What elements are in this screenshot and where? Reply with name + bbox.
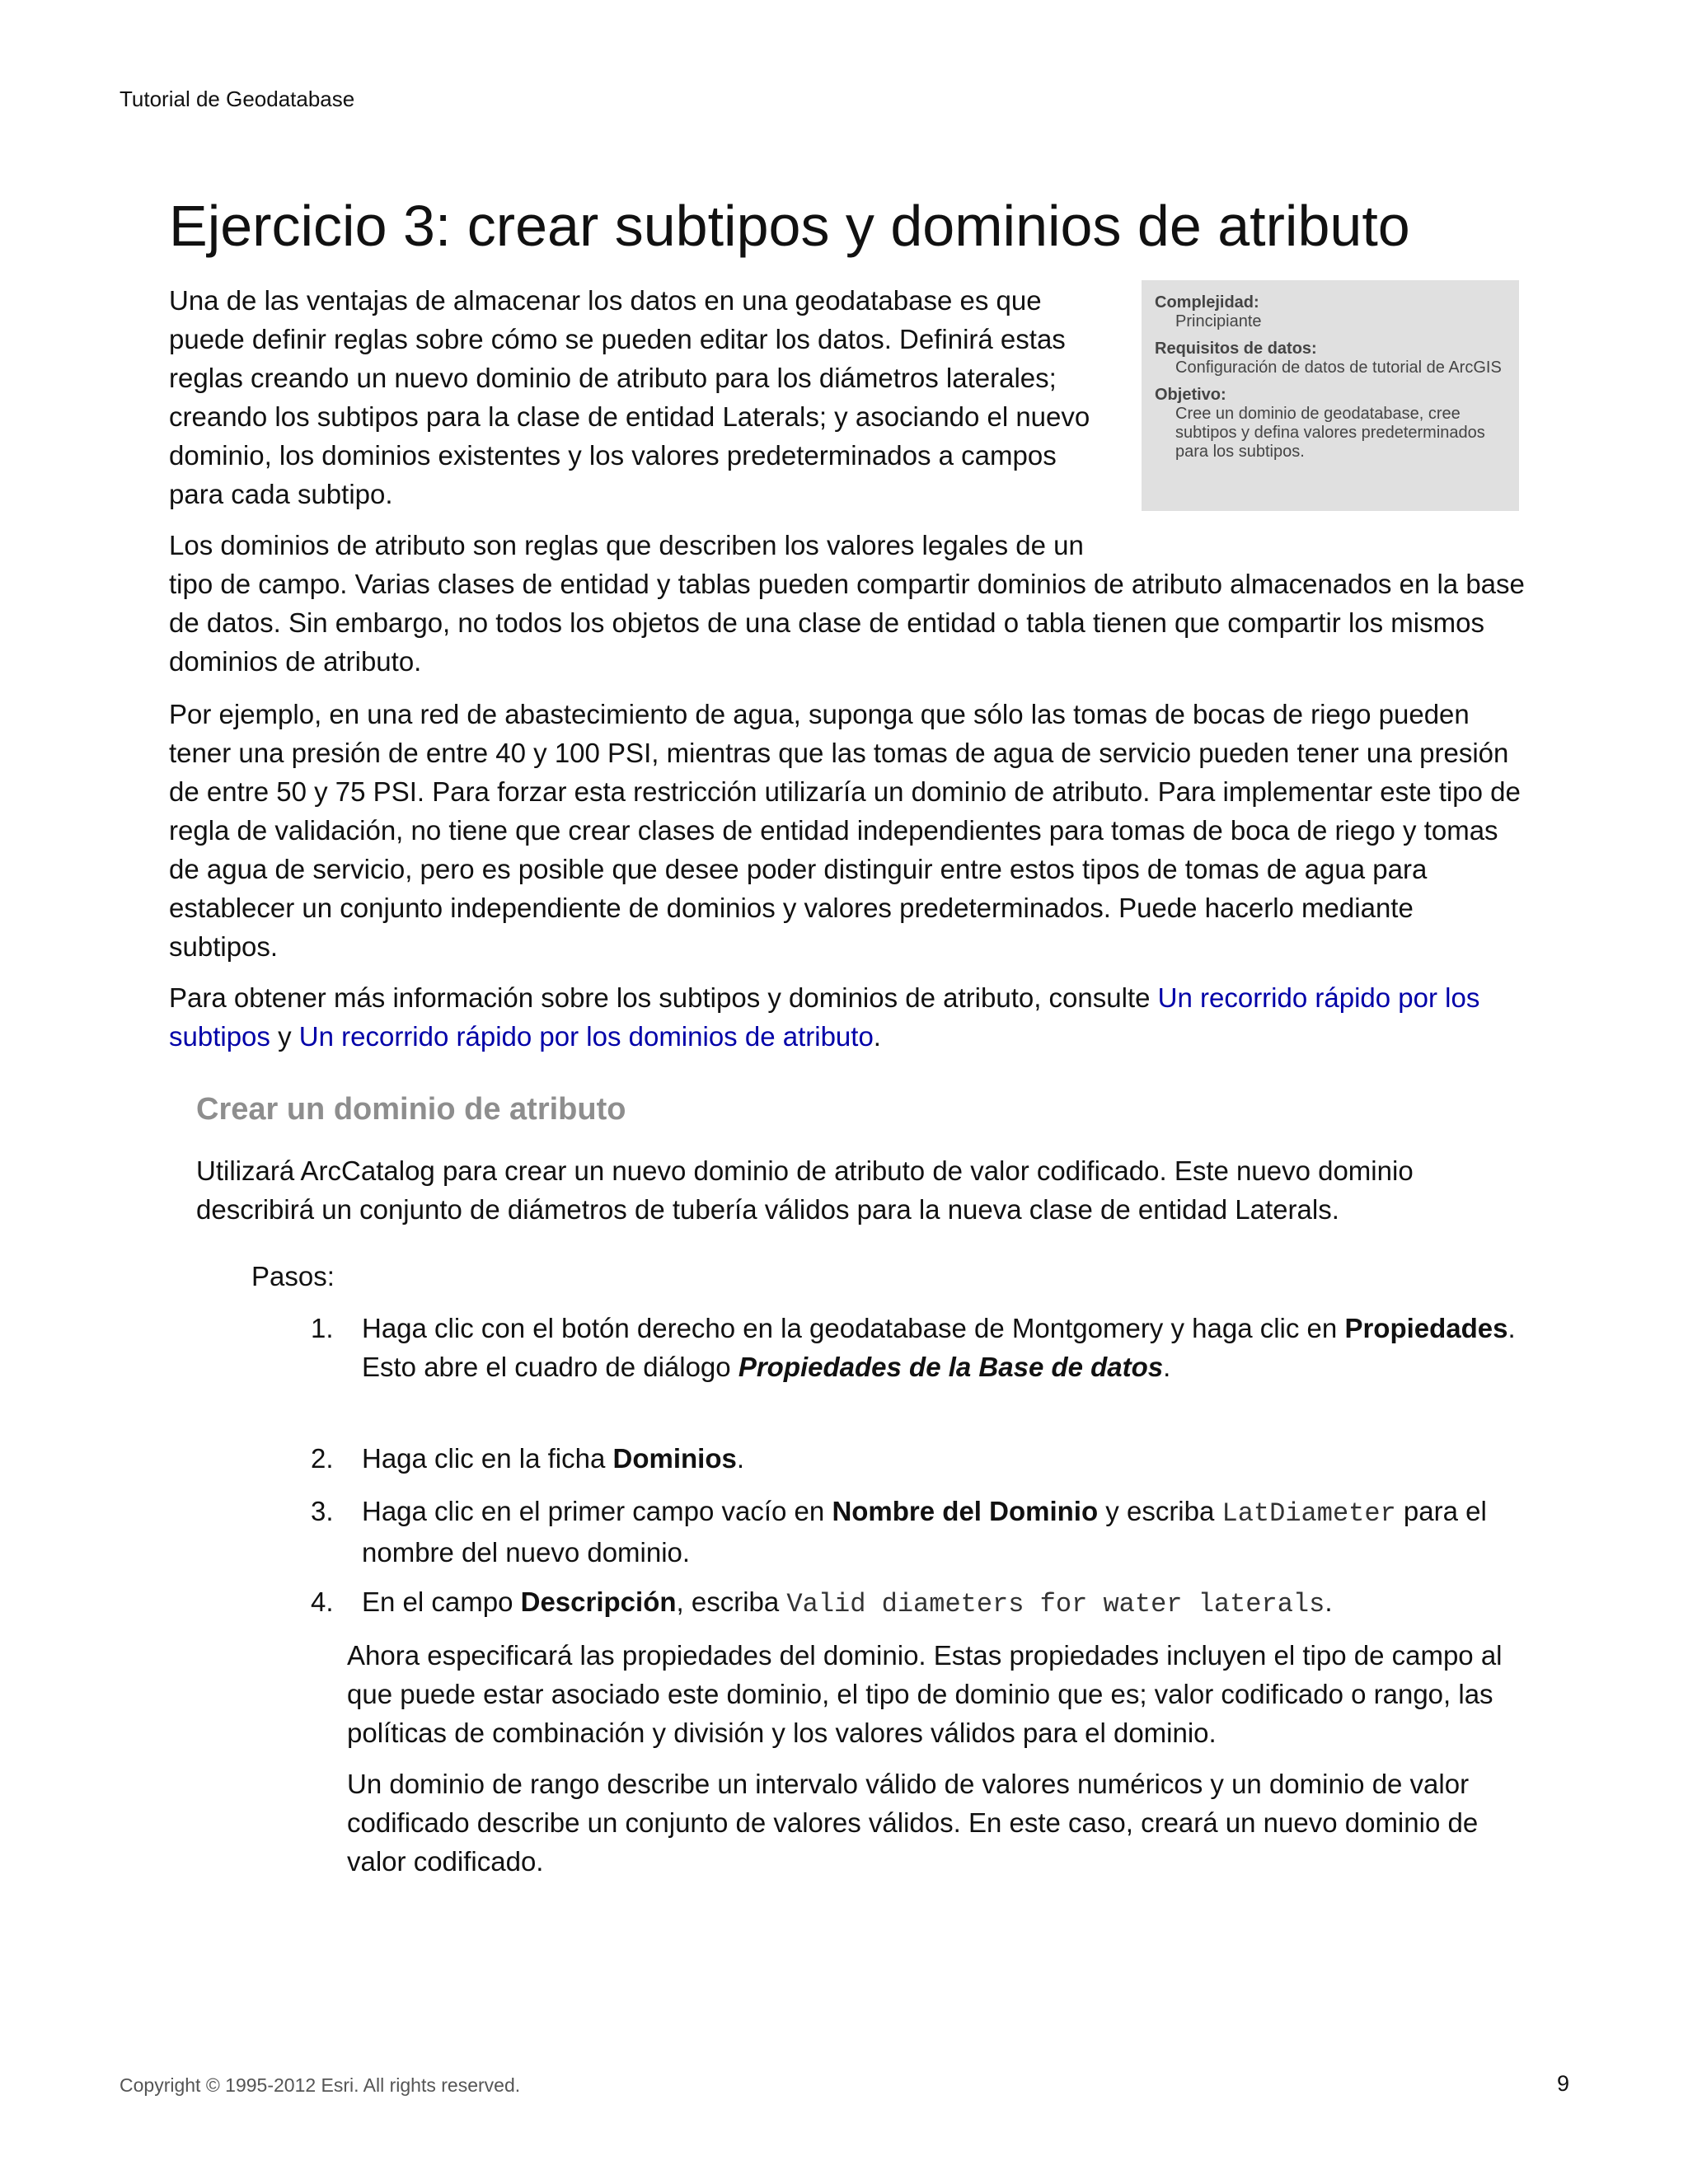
step-1-number: 1.: [311, 1313, 334, 1343]
description-field-label: Descripción: [520, 1586, 677, 1617]
step-1-text: [362, 1309, 1532, 1386]
step-4-number: 4.: [311, 1586, 334, 1617]
data-requirements-value: Configuración de datos de tutorial de ArcGIS: [1175, 359, 1502, 377]
section-heading: Crear un dominio de atributo: [196, 1092, 626, 1127]
domain-properties-paragraph: Ahora especificará las propiedades del dominio. Estas propiedades incluyen el tipo de campo al que puede estar asociado este dominio, el tipo de dominio que es; valor codificado o rango, las políticas de combinación y división y los valores válidos para el dominio.: [347, 1640, 1503, 1748]
domains-tour-link[interactable]: Un recorrido rápido por los dominios de atributo: [298, 1021, 874, 1052]
section-intro: Utilizará ArcCatalog para crear un nuevo dominio de atributo de valor codificado. Este nuevo dominio describirá un conjunto de diámetros de tubería válidos para la nueva clase de entidad Laterals.: [196, 1155, 1414, 1225]
intro-paragraph-2a: Los dominios de atributo son reglas que describen los valores legales de un: [169, 530, 1084, 560]
step-4-mid: , escriba: [676, 1586, 787, 1617]
step-3-mid: y escriba: [1098, 1496, 1222, 1526]
description-code: Valid diameters for water laterals: [786, 1589, 1325, 1619]
step-2-end: .: [736, 1443, 745, 1474]
step-4-instruction: En el campo: [362, 1586, 521, 1617]
step-1-result-end: .: [1163, 1352, 1171, 1382]
copyright-footer: Copyright © 1995-2012 Esri. All rights reserved.: [120, 2074, 521, 2096]
step-1-instruction: Haga clic con el botón derecho en la geodatabase de Montgomery y haga clic en: [362, 1313, 1345, 1343]
intro-paragraph-3: Por ejemplo, en una red de abastecimiento de agua, suponga que sólo las tomas de bocas de riego pueden tener una presión de entre 40 y 100 PSI, mientras que las tomas de agua de servicio pueden tener una presión de entre 50 y 75 PSI. Para forzar esta restricción utilizaría un dominio de atributo. Para implementar este tipo de regla de validación, no tiene que crear clases de entidad independientes para tomas de boca de riego y tomas de agua de servicio, pero es posible que desee poder distinguir entre estos tipos de tomas de agua para establecer un conjunto independiente de dominios y valores predeterminados. Puede hacerlo mediante subtipos.: [169, 699, 1521, 962]
domain-name-field-label: Nombre del Dominio: [832, 1496, 1099, 1526]
step-3-number: 3.: [311, 1496, 334, 1526]
step-4-end: .: [1325, 1586, 1333, 1617]
step-1-result: Esto abre el cuadro de diálogo: [362, 1352, 738, 1382]
goal-value: Cree un dominio de geodatabase, cree subtipos y defina valores predeterminados para los subtipos.: [1175, 405, 1485, 461]
more-info-text: Para obtener más información sobre los subtipos y dominios de atributo, consulte: [169, 982, 1158, 1013]
data-requirements-label: Requisitos de datos:: [1155, 340, 1317, 358]
intro-paragraph-4: [169, 978, 1529, 1056]
steps-label: Pasos:: [251, 1261, 335, 1291]
step-2-instruction: Haga clic en la ficha: [362, 1443, 613, 1474]
step-2-text: [362, 1439, 1532, 1478]
period-text: .: [873, 1021, 881, 1052]
page-title: Ejercicio 3: crear subtipos y dominios de atributo: [169, 194, 1410, 258]
intro-paragraph-2b: tipo de campo. Varias clases de entidad y tablas pueden compartir dominios de atributo almacenados en la base de datos. Sin embargo, no todos los objetos de una clase de entidad o tabla tienen que compartir los mismos dominios de atributo.: [169, 569, 1525, 677]
database-properties-dialog-name: Propiedades de la Base de datos: [738, 1352, 1164, 1382]
goal-label: Objetivo:: [1155, 386, 1226, 404]
domains-tab-name: Dominios: [612, 1443, 737, 1474]
range-domain-paragraph: Un dominio de rango describe un intervalo válido de valores numéricos y un dominio de valor codificado describe un conjunto de valores válidos. En este caso, creará un nuevo dominio de valor codificado.: [347, 1769, 1479, 1877]
step-3-instruction: Haga clic en el primer campo vacío en: [362, 1496, 832, 1526]
exercise-info-box: [1142, 280, 1519, 511]
conjunction-text: y: [270, 1021, 299, 1052]
lat-diameter-code: LatDiameter: [1221, 1498, 1396, 1529]
intro-paragraph-1: Una de las ventajas de almacenar los datos en una geodatabase es que puede definir reglas sobre cómo se pueden editar los datos. Definirá estas reglas creando un nuevo dominio de atributo para los diámetros laterales; creando los subtipos para la clase de entidad Laterals; y asociando el nuevo dominio, los dominios existentes y los valores predeterminados a campos para cada subtipo.: [169, 285, 1090, 509]
complexity-label: Complejidad:: [1155, 293, 1259, 312]
step-4-text: [362, 1582, 1532, 1624]
step-1-end: .: [1507, 1313, 1516, 1343]
subtypes-tour-link[interactable]: Un recorrido rápido por los subtipos: [169, 982, 1480, 1052]
step-2-number: 2.: [311, 1443, 334, 1474]
page-number: 9: [1556, 2071, 1569, 2096]
step-3-text: [362, 1492, 1532, 1572]
running-header: Tutorial de Geodatabase: [120, 87, 355, 111]
properties-menu-item: Propiedades: [1344, 1313, 1508, 1343]
step-3-end: para el nombre del nuevo dominio.: [362, 1496, 1487, 1568]
complexity-value: Principiante: [1175, 312, 1262, 330]
